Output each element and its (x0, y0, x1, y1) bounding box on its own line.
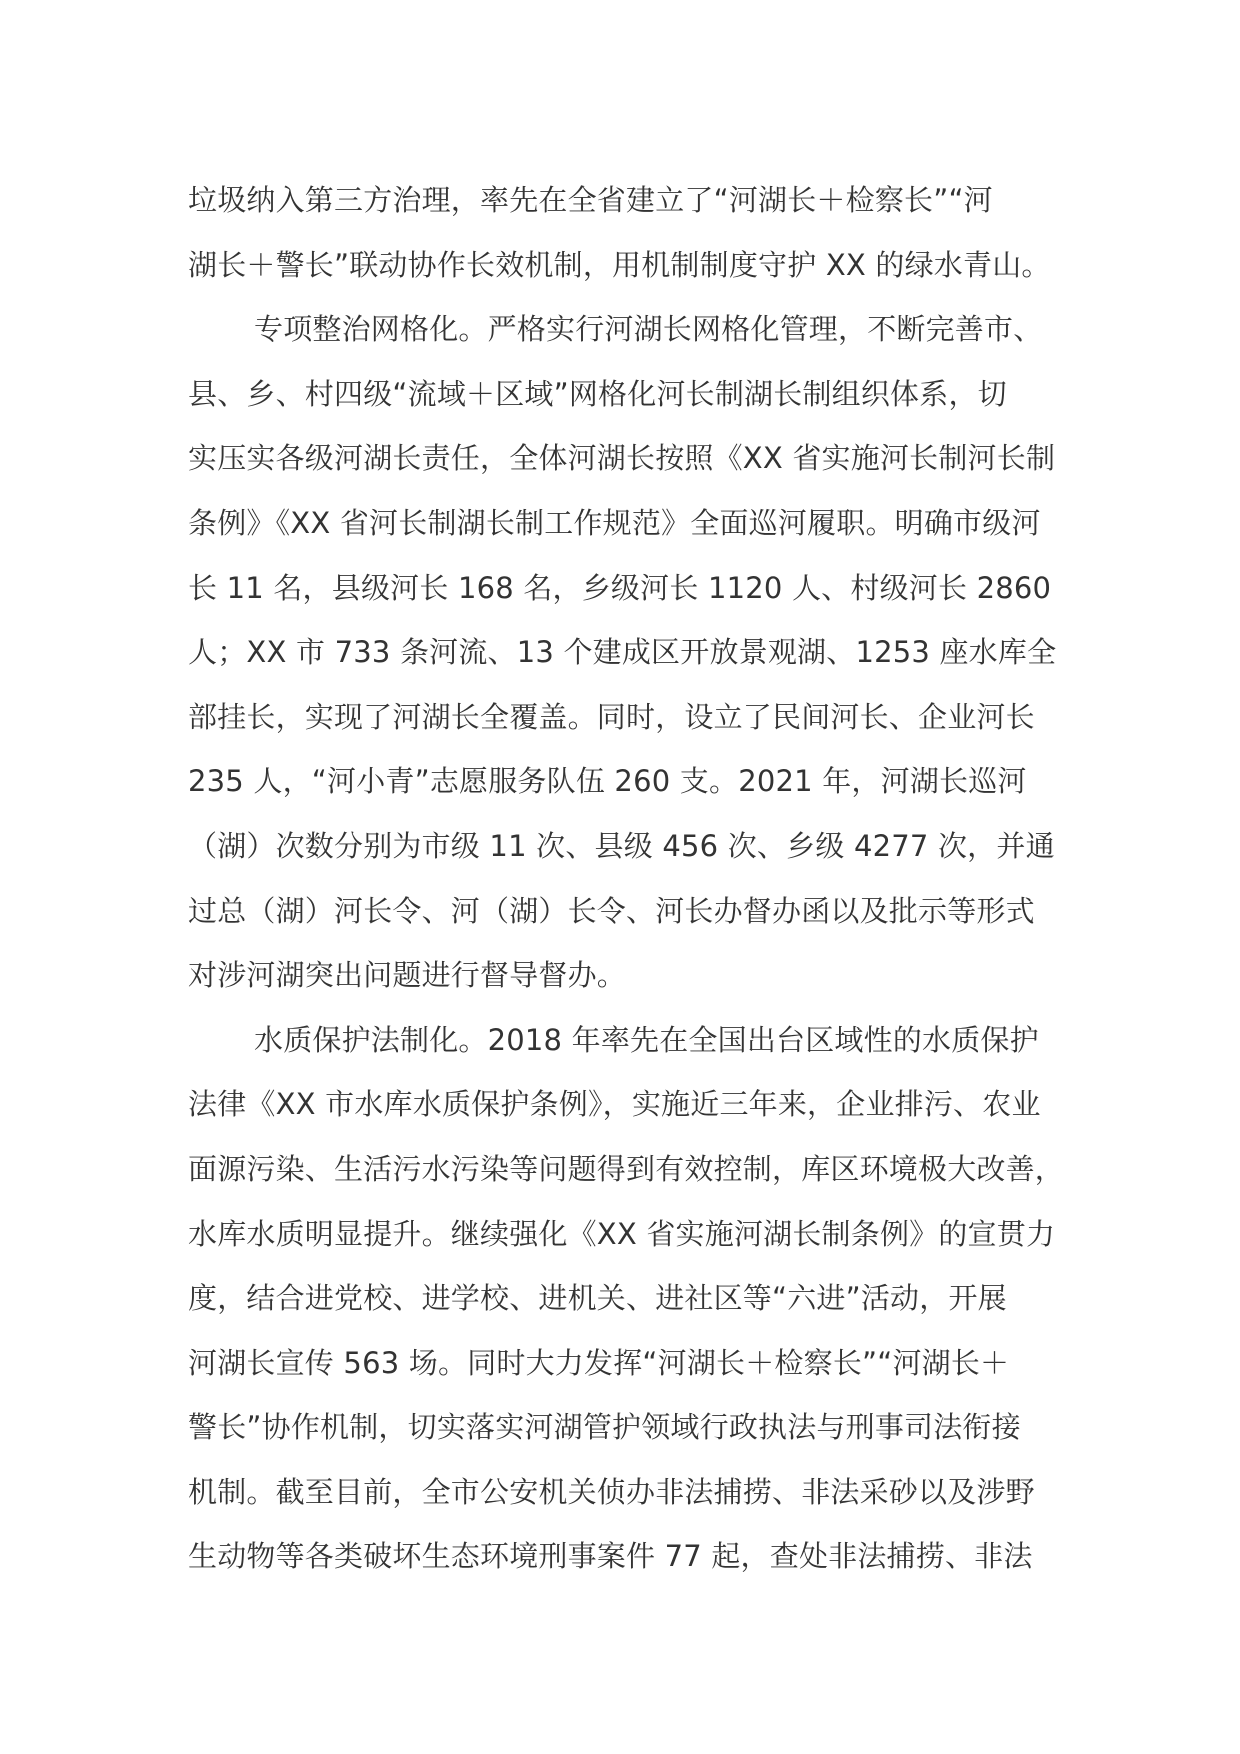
text-line: 235 人，“河小青”志愿服务队伍 260 支。2021 年，河湖长巡河 (188, 764, 1027, 799)
text-line: 县、乡、村四级“流域＋区域”网格化河长制湖长制组织体系，切 (188, 376, 1007, 411)
text-line: 人；XX 市 733 条河流、13 个建成区开放景观湖、1253 座水库全 (188, 635, 1057, 670)
paragraph-heading-line: 专项整治网格化。严格实行河湖长网格化管理，不断完善市、 (254, 312, 1043, 347)
text-line: 条例》《XX 省河长制湖长制工作规范》全面巡河履职。明确市级河 (188, 505, 1041, 540)
body-text (188, 168, 1068, 1589)
text-line: （湖）次数分别为市级 11 次、县级 456 次、乡级 4277 次，并通 (188, 828, 1055, 863)
text-line: 面源污染、生活污水污染等问题得到有效控制，库区环境极大改善， (188, 1151, 1065, 1186)
text-line: 机制。截至目前，全市公安机关侦办非法捕捞、非法采砂以及涉野 (188, 1474, 1035, 1509)
text-line: 生动物等各类破坏生态环境刑事案件 77 起，查处非法捕捞、非法 (188, 1539, 1033, 1574)
text-line: 度，结合进党校、进学校、进机关、进社区等“六进”活动，开展 (188, 1281, 1007, 1316)
text-line: 湖长＋警长”联动协作长效机制，用机制制度守护 XX 的绿水青山。 (188, 247, 1051, 282)
text-line: 部挂长，实现了河湖长全覆盖。同时，设立了民间河长、企业河长 (188, 699, 1035, 734)
text-line: 对涉河湖突出问题进行督导督办。 (188, 958, 627, 993)
text-line: 河湖长宣传 563 场。同时大力发挥“河湖长＋检察长”“河湖长＋ (188, 1345, 1010, 1380)
text-line: 警长”协作机制，切实落实河湖管护领域行政执法与刑事司法衔接 (188, 1410, 1021, 1445)
text-line: 法律《XX 市水库水质保护条例》，实施近三年来，企业排污、农业 (188, 1087, 1041, 1122)
text-line: 长 11 名，县级河长 168 名，乡级河长 1120 人、村级河长 2860 (188, 570, 1052, 605)
text-line: 垃圾纳入第三方治理，率先在全省建立了“河湖长＋检察长”“河 (188, 183, 993, 217)
text-line: 水库水质明显提升。继续强化《XX 省实施河湖长制条例》的宣贯力 (188, 1216, 1056, 1251)
text-line: 实压实各级河湖长责任，全体河湖长按照《XX 省实施河长制河长制 (188, 441, 1056, 476)
text-line: 过总（湖）河长令、河（湖）长令、河长办督办函以及批示等形式 (188, 893, 1035, 928)
paragraph-heading-line: 水质保护法制化。2018 年率先在全国出台区域性的水质保护 (254, 1022, 1039, 1057)
